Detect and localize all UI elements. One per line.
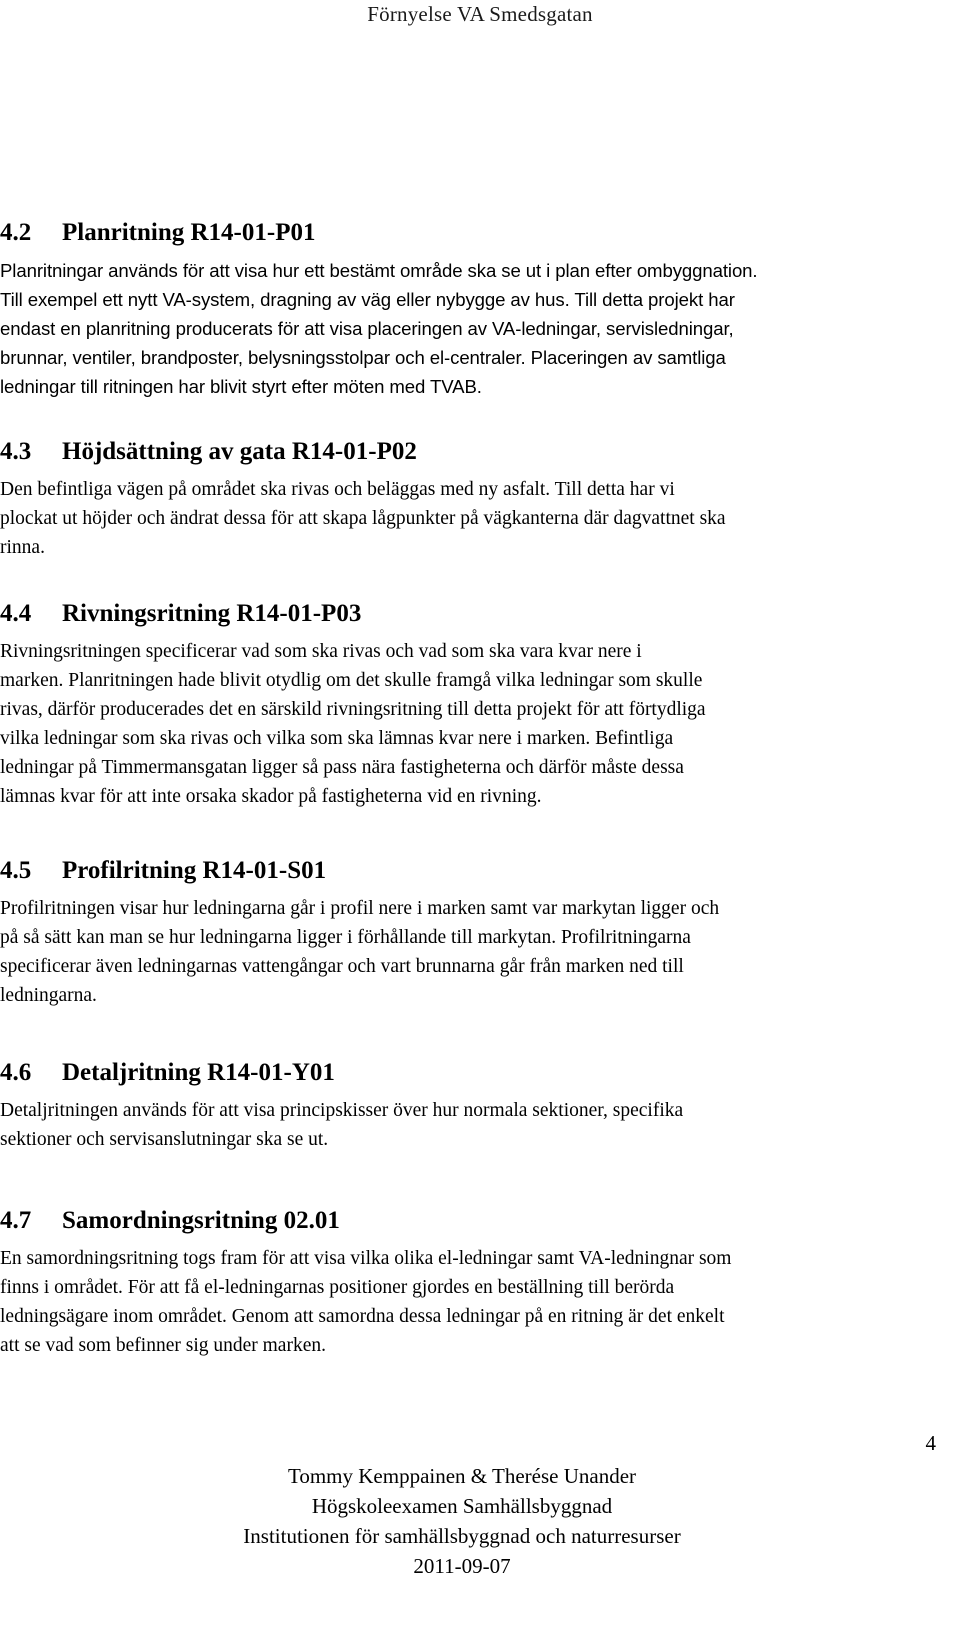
section-rivningsritning [0,599,940,811]
section-number: 4.4 [0,600,32,627]
section-paragraph [0,1244,940,1360]
section-heading [0,1206,940,1236]
section-hojdsattning [0,437,940,562]
section-heading [0,218,940,248]
text-line: ledningar på Timmermansgatan ligger så pass nära fastigheterna och därför måste dessa [0,757,684,778]
section-number: 4.2 [0,219,32,246]
section-samordningsritning [0,1206,940,1360]
running-header: Förnyelse VA Smedsgatan [367,2,593,26]
section-paragraph [0,1096,940,1154]
page-footer [0,1461,924,1581]
section-paragraph [0,475,940,562]
section-title: Profilritning R14-01-S01 [62,857,327,884]
section-heading [0,437,940,467]
section-title: Detaljritning R14-01-Y01 [62,1059,335,1086]
text-line: plockat ut höjder och ändrat dessa för att skapa lågpunkter på vägkanterna där dagvattnet ska [0,508,726,529]
section-heading [0,856,940,886]
text-line: Den befintliga vägen på området ska rivas och beläggas med ny asfalt. Till detta har vi [0,479,675,500]
text-line: vilka ledningar som ska rivas och vilka som ska lämnas kvar nere i marken. Befintliga [0,728,674,749]
text-line: ledningarna. [0,985,97,1006]
section-number: 4.6 [0,1059,32,1086]
text-line: Profilritningen visar hur ledningarna går i profil nere i marken samt var markytan ligger och [0,898,720,919]
section-number: 4.3 [0,438,32,465]
text-line: Rivningsritningen specificerar vad som ska rivas och vad som ska vara kvar nere i [0,641,642,662]
text-line: finns i området. För att få el-ledningarnas positioner gjordes en beställning till berörda [0,1277,675,1298]
footer-institution: Institutionen för samhällsbyggnad och naturresurser [243,1524,681,1548]
text-line: ledningar till ritningen har blivit styrt efter möten med TVAB. [0,376,482,397]
section-title: Planritning R14-01-P01 [62,219,316,246]
section-profilritning [0,856,940,1010]
text-line: endast en planritning producerats för att visa placeringen av VA-ledningar, servisledningar, [0,318,734,339]
section-paragraph [0,256,940,401]
section-heading [0,599,940,629]
document-body [0,218,940,1360]
text-line: En samordningsritning togs fram för att visa vilka olika el-ledningar samt VA-ledningnar som [0,1248,732,1269]
text-line: rinna. [0,537,45,558]
section-paragraph [0,637,940,811]
page-number: 4 [925,1431,936,1455]
text-line: sektioner och servisanslutningar ska se ut. [0,1129,329,1150]
text-line: på så sätt kan man se hur ledningarna ligger i förhållande till markytan. Profilritningarna [0,927,691,948]
section-title: Samordningsritning 02.01 [62,1207,340,1234]
section-number: 4.7 [0,1207,32,1234]
text-line: marken. Planritningen hade blivit otydlig om det skulle framgå vilka ledningar som skulle [0,670,703,691]
section-title: Rivningsritning R14-01-P03 [62,600,362,627]
text-line: Till exempel ett nytt VA-system, dragning av väg eller nybygge av hus. Till detta projekt har [0,289,735,310]
footer-program: Högskoleexamen Samhällsbyggnad [311,1494,613,1518]
text-line: specificerar även ledningarnas vattengångar och vart brunnarna går från marken ned till [0,956,684,977]
section-planritning [0,218,940,401]
section-number: 4.5 [0,857,32,884]
text-line: Detaljritningen används för att visa principskisser över hur normala sektioner, specifika [0,1100,684,1121]
text-line: Planritningar används för att visa hur ett bestämt område ska se ut i plan efter ombyggnation. [0,260,758,281]
text-line: att se vad som befinner sig under marken. [0,1335,326,1356]
section-paragraph [0,894,940,1010]
text-line: brunnar, ventiler, brandposter, belysningsstolpar och el-centraler. Placeringen av samtliga [0,347,726,368]
section-title: Höjdsättning av gata R14-01-P02 [62,438,417,465]
text-line: rivas, därför producerades det en särskild rivningsritning till detta projekt för att förtydliga [0,699,706,720]
text-line: ledningsägare inom området. Genom att samordna dessa ledningar på en ritning är det enkelt [0,1306,725,1327]
text-line: lämnas kvar för att inte orsaka skador på fastigheterna vid en rivning. [0,786,542,807]
footer-date: 2011-09-07 [413,1554,511,1578]
section-detaljritning [0,1058,940,1154]
section-heading [0,1058,940,1088]
footer-authors: Tommy Kemppainen & Therése Unander [287,1464,637,1488]
